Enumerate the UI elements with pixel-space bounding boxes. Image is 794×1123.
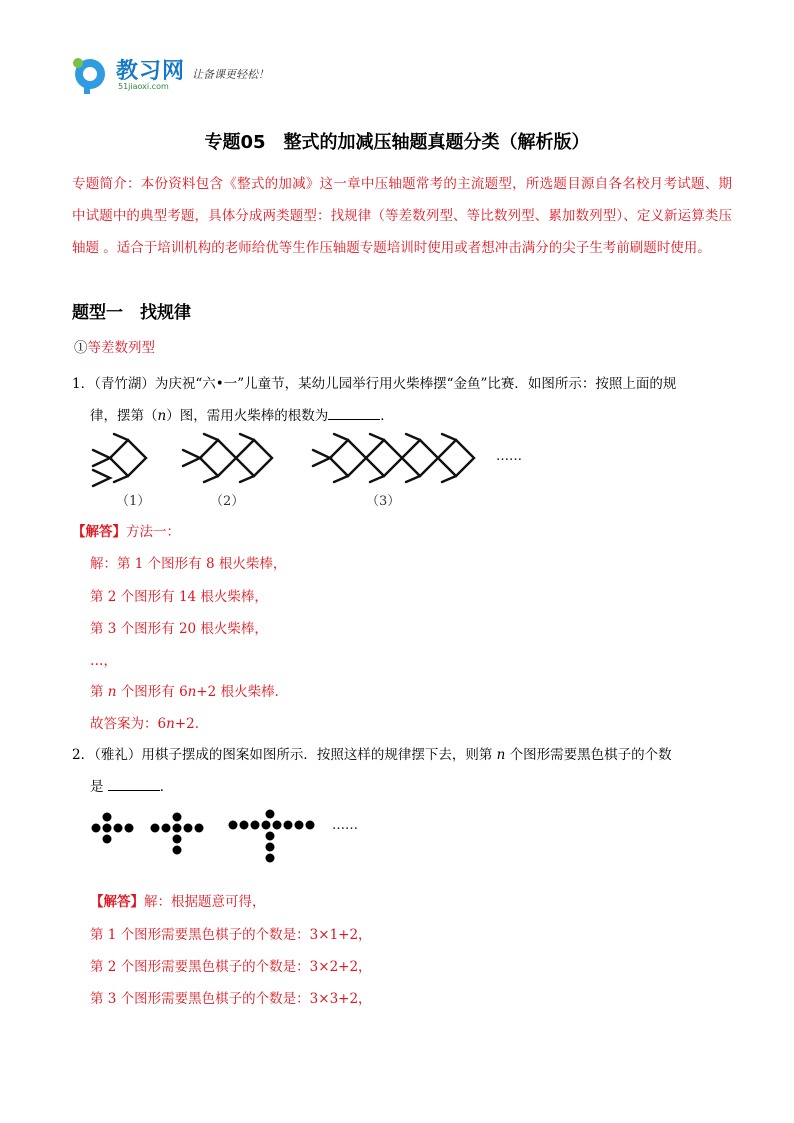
- answer-text: 个图形有 6: [116, 684, 188, 700]
- logo-mark-icon: [70, 54, 114, 94]
- variable: n: [157, 408, 167, 424]
- answer-text: 故答案为：6: [90, 716, 167, 732]
- logo-text: 教习网: [116, 59, 186, 84]
- answer-blank: [108, 778, 160, 791]
- question-text: ．: [380, 408, 394, 424]
- chess-figure-2: [151, 813, 204, 855]
- answer-line-nth: [90, 680, 288, 700]
- answer-line: 解：第 1 个图形有 8 根火柴棒，: [90, 556, 287, 572]
- figure-label: （3）: [366, 494, 401, 509]
- answer-final: [90, 712, 208, 732]
- question-text: （雅礼）用棋子摆成的图案如图所示．按照这样的规律摆下去，则第: [94, 747, 497, 763]
- chess-figure-3: [229, 810, 315, 863]
- chess-figure-1: [92, 813, 134, 844]
- question-text: 律，摆第（: [90, 408, 158, 424]
- page-title: 专题05 整式的加减压轴题真题分类（解析版）: [204, 132, 590, 153]
- logo-url: 51jiaoxi.com: [118, 82, 169, 91]
- answer-label: 【解答】: [72, 524, 126, 540]
- answer-line: 第 2 个图形有 14 根火柴棒，: [90, 589, 268, 605]
- subsection-marker: ①: [74, 340, 88, 356]
- fish-figure-2: [183, 434, 272, 482]
- question-text: ）图，需用火柴棒的根数为: [166, 408, 329, 424]
- answer-line: 第 1 个图形需要黑色棋子的个数是：3×1+2，: [90, 927, 372, 943]
- question-number: 1．: [72, 376, 95, 392]
- figure-label: （2）: [210, 494, 245, 509]
- question-2: [72, 739, 732, 803]
- question-1: [72, 368, 732, 432]
- fish-figure-1: [93, 434, 146, 486]
- logo-slogan: 让备课更轻松！: [192, 68, 269, 81]
- site-logo: [70, 54, 300, 98]
- answer-text: +2．: [174, 716, 209, 732]
- variable: n: [166, 716, 175, 732]
- subsection-title: 等差数列型: [87, 340, 155, 356]
- question-number: 2．: [72, 747, 95, 763]
- answer-label: 【解答】: [90, 894, 144, 910]
- chess-figure: [88, 800, 378, 872]
- answer-line: 第 3 个图形有 20 根火柴棒，: [90, 621, 268, 637]
- variable: n: [496, 747, 506, 763]
- matchstick-figure: [88, 430, 538, 514]
- question-text: （青竹湖）为庆祝“六•一”儿童节，某幼儿园举行用火柴棒摆“金鱼”比赛．如图所示：按照上面的规: [94, 376, 677, 392]
- answer-method: 方法一：: [126, 524, 180, 540]
- answer-line: …，: [90, 653, 117, 669]
- answer-line: 第 2 个图形需要黑色棋子的个数是：3×2+2，: [90, 959, 372, 975]
- question-text: 是: [90, 779, 108, 795]
- answer-2-header: [90, 890, 266, 910]
- variable: n: [187, 684, 197, 700]
- answer-line: 第 3 个图形需要黑色棋子的个数是：3×3+2，: [90, 991, 372, 1007]
- answer-intro: 解：根据题意可得，: [144, 894, 266, 910]
- question-text: 个图形需要黑色棋子的个数: [505, 747, 672, 763]
- figure-label: （1）: [116, 494, 151, 509]
- question-text: ．: [159, 779, 174, 795]
- answer-text: +2 根火柴棒．: [196, 684, 289, 700]
- ellipsis: ……: [496, 449, 522, 464]
- variable: n: [107, 684, 117, 700]
- section-heading: 题型一 找规律: [72, 303, 191, 323]
- answer-1-header: [72, 520, 180, 540]
- answer-blank: [328, 407, 380, 420]
- answer-text: 第: [90, 684, 108, 700]
- intro-paragraph: 专题简介：本份资料包含《整式的加减》这一章中压轴题常考的主流题型，所选题目源自各名校月考试题、期中试题中的典型考题，具体分成两类题型：找规律（等差数列型、等比数列型、累加数列型）、定义新运算类压轴题 。适合于培训机构的老师给优等生作压轴题专题培训时使用或者想冲击满分的尖子生考前刷题时使用。: [72, 176, 732, 256]
- fish-figure-3: [313, 434, 474, 482]
- subsection-heading: [74, 336, 155, 356]
- ellipsis: ……: [332, 818, 358, 833]
